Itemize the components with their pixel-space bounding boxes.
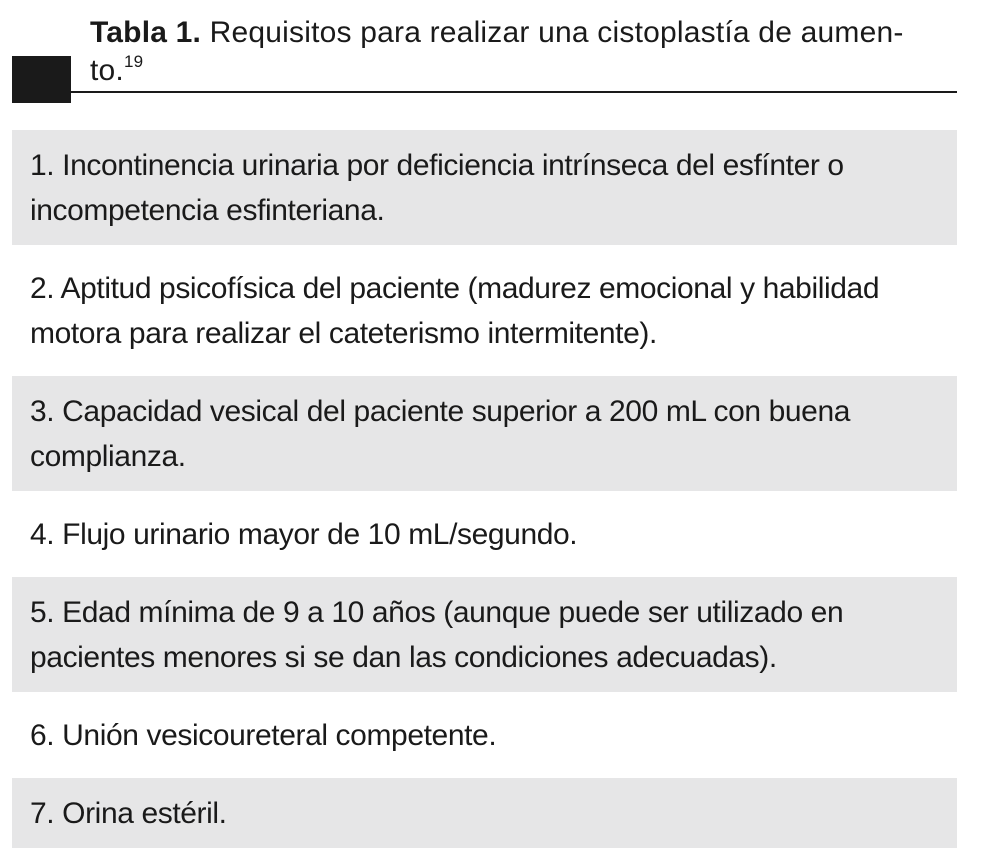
table-row: 1. Incontinencia urinaria por deficiencia intrínseca del esfínter o incompetencia esfinteriana. <box>12 130 957 245</box>
table-row: 5. Edad mínima de 9 a 10 años (aunque puede ser utilizado en pacientes menores si se dan las condiciones adecuadas). <box>12 577 957 692</box>
table-row: 3. Capacidad vesical del paciente superior a 200 mL con buena complianza. <box>12 376 957 491</box>
table-row: 4. Flujo urinario mayor de 10 mL/segundo. <box>12 499 957 569</box>
table-row: 7. Orina estéril. <box>12 778 957 848</box>
caption-label: Tabla 1. <box>90 16 202 49</box>
caption-reference: 19 <box>123 52 144 71</box>
table-row: 6. Unión vesicoureteral competente. <box>12 700 957 770</box>
caption-marker-block <box>12 56 71 103</box>
header-rule <box>71 91 957 93</box>
caption-text-line2: to. <box>90 54 124 87</box>
caption-text-line1: Requisitos para realizar una cistoplastía de aumen- <box>201 16 904 49</box>
requirements-table <box>12 130 957 856</box>
table-row: 2. Aptitud psicofísica del paciente (madurez emocional y habilidad motora para realizar el cateterismo intermitente). <box>12 253 957 368</box>
table-caption <box>90 14 960 90</box>
